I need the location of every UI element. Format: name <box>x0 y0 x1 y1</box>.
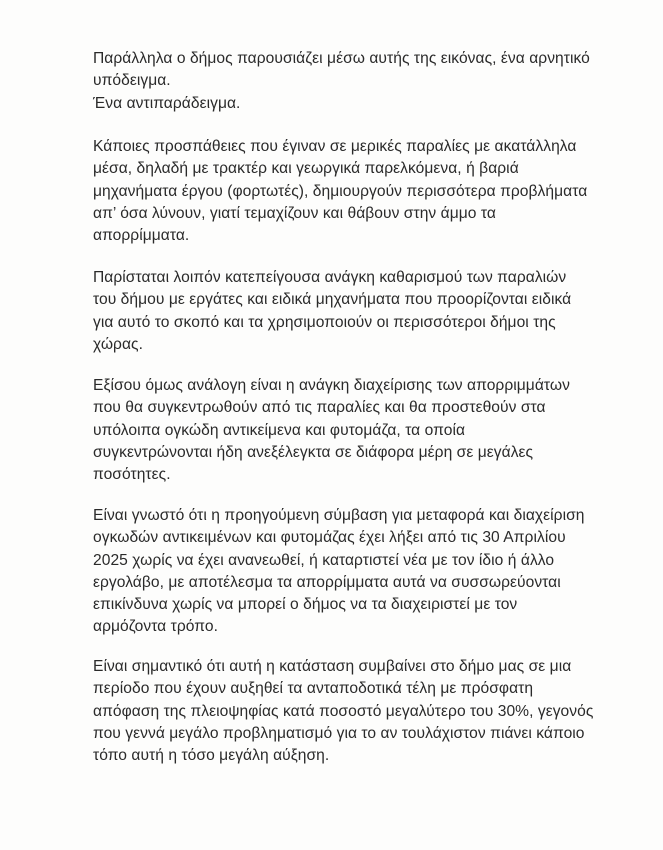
text-line: εργολάβο, με αποτέλεσμα τα απορρίμματα αυτά να συσσωρεύονται <box>93 573 561 591</box>
text-line: Είναι γνωστό ότι η προηγούμενη σύμβαση για μεταφορά και διαχείριση <box>93 507 585 524</box>
text-line: συγκεντρώνονται ήδη ανεξέλεγκτα σε διάφορα μέρη σε μεγάλες <box>93 443 534 461</box>
text-line: που θα συγκεντρωθούν από τις παραλίες και θα προστεθούν στα <box>93 399 546 417</box>
text-line: περίοδο που έχουν αυξηθεί τα ανταποδοτικά τέλη με πρόσφατη <box>93 680 534 698</box>
text-line: Είναι σημαντικό ότι αυτή η κατάσταση συμβαίνει στο δήμο μας σε μια <box>93 658 572 675</box>
text-line: μηχανήματα έργου (φορτωτές), δημιουργούν περισσότερα προβλήματα <box>93 182 588 200</box>
text-line: Εξίσου όμως ανάλογη είναι η ανάγκη διαχείρισης των απορριμμάτων <box>93 377 570 394</box>
text-line: απ’ όσα λύνουν, γιατί τεμαχίζουν και θάβουν στην άμμο τα <box>93 204 496 222</box>
text-line: υπόλοιπα ογκώδη αντικείμενα και φυτομάζα, τα οποία <box>93 421 466 439</box>
text-line: Κάποιες προσπάθειες που έγιναν σε μερικές παραλίες με ακατάλληλα <box>93 138 577 155</box>
text-line: απορρίμματα. <box>93 227 190 245</box>
text-line: μέσα, δηλαδή με τρακτέρ και γεωργικά παρελκόμενα, ή βαριά <box>93 160 519 178</box>
text-line: 2025 χωρίς να έχει ανανεωθεί, ή καταρτιστεί νέα με τον ίδιο ή άλλο <box>93 551 555 569</box>
text-line: χώρας. <box>93 335 143 353</box>
text-line: απόφαση της πλειοψηφίας κατά ποσοστό μεγαλύτερο του 30%, γεγονός <box>93 702 594 720</box>
paragraph-waste-management <box>93 375 633 486</box>
text-line: που γεννά μεγάλο προβληματισμό για το αν τουλάχιστον πιάνει κάποιο <box>93 724 585 742</box>
text-line: Ένα αντιπαράδειγμα. <box>93 94 241 112</box>
text-line: Παράλληλα ο δήμος παρουσιάζει μέσω αυτής της εικόνας, ένα αρνητικό <box>93 50 590 67</box>
text-line: ποσότητες. <box>93 466 171 484</box>
paragraph-unsuitable-means <box>93 136 633 247</box>
paragraph-expired-contract <box>93 505 633 639</box>
text-line: Παρίσταται λοιπόν κατεπείγουσα ανάγκη καθαρισμού των παραλιών <box>93 269 567 286</box>
text-line: αρμόζοντα τρόπο. <box>93 618 218 636</box>
text-line: τόπο αυτή η τόσο μεγάλη αύξηση. <box>93 747 330 765</box>
paragraph-fee-increase <box>93 656 633 767</box>
paragraph-urgent-cleaning <box>93 267 633 356</box>
text-line: επικίνδυνα χωρίς να μπορεί ο δήμος να τα διαχειριστεί με τον <box>93 596 518 614</box>
text-line: υπόδειγμα. <box>93 72 171 90</box>
text-line: για αυτό το σκοπό και τα χρησιμοποιούν οι περισσότεροι δήμοι της <box>93 313 556 331</box>
paragraph-negative-example <box>93 48 633 115</box>
text-line: του δήμου με εργάτες και ειδικά μηχανήματα που προορίζονται ειδικά <box>93 291 572 309</box>
text-line: ογκωδών αντικειμένων και φυτομάζας έχει λήξει από τις 30 Απριλίου <box>93 529 566 547</box>
